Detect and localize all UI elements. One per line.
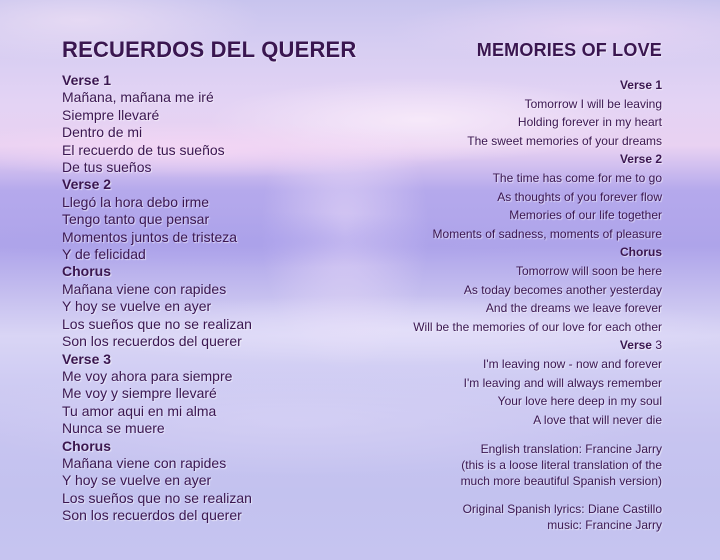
lyric-line: Nunca se muere bbox=[62, 420, 165, 437]
lyric-line: Momentos juntos de tristeza bbox=[62, 228, 238, 245]
lyric-line: Llegó la hora debo irme bbox=[62, 193, 210, 210]
lyric-line: Y de felicidad bbox=[62, 246, 146, 263]
english-lyrics-column bbox=[332, 36, 662, 545]
author-credit bbox=[332, 501, 662, 533]
lyric-line: Tomorrow I will be leaving bbox=[524, 96, 662, 111]
section-heading: Verse 1 bbox=[619, 78, 662, 92]
lyric-line: Mañana viene con rapides bbox=[62, 454, 227, 471]
lyric-line: And the dreams we leave forever bbox=[485, 301, 662, 316]
section-heading: Chorus bbox=[620, 245, 662, 260]
section-heading bbox=[332, 336, 662, 355]
english-lyrics bbox=[332, 76, 662, 429]
lyric-line: The sweet memories of your dreams bbox=[467, 133, 662, 148]
lyric-line: Son los recuerdos del querer bbox=[62, 333, 242, 350]
credit-line: music: Francine Jarry bbox=[547, 518, 662, 533]
section-heading: Verse 3 bbox=[62, 350, 112, 367]
credit-line: English translation: Francine Jarry bbox=[480, 442, 662, 457]
lyric-line: As today becomes another yesterday bbox=[463, 282, 662, 297]
lyric-line: Memories of our life together bbox=[509, 208, 662, 223]
lyric-line: Tomorrow will soon be here bbox=[515, 263, 662, 278]
lyric-line: Y hoy se vuelve en ayer bbox=[62, 298, 212, 315]
lyric-line: Mañana viene con rapides bbox=[62, 280, 227, 297]
credit-line: much more beautiful Spanish version) bbox=[460, 474, 662, 489]
lyric-line: Your love here deep in my soul bbox=[497, 394, 662, 409]
spanish-title: RECUERDOS DEL QUERER bbox=[62, 37, 357, 62]
lyric-line: Dentro de mi bbox=[62, 124, 143, 141]
lyric-line: I'm leaving now - now and forever bbox=[482, 356, 662, 371]
lyric-line: Y hoy se vuelve en ayer bbox=[62, 472, 212, 489]
section-heading: Verse 2 bbox=[619, 152, 662, 167]
lyric-line: Will be the memories of our love for each other bbox=[413, 319, 662, 334]
lyric-line: Holding forever in my heart bbox=[517, 115, 662, 130]
lyric-line: El recuerdo de tus sueños bbox=[62, 141, 225, 158]
translation-credit bbox=[332, 441, 662, 489]
lyric-line: Mañana, mañana me iré bbox=[62, 89, 214, 106]
section-heading: Verse 2 bbox=[62, 176, 112, 193]
english-title: MEMORIES OF LOVE bbox=[476, 40, 662, 60]
credit-line: Original Spanish lyrics: Diane Castillo bbox=[462, 502, 662, 517]
lyric-line: Me voy ahora para siempre bbox=[62, 367, 233, 384]
lyric-line: A love that will never die bbox=[533, 412, 662, 427]
section-heading: Chorus bbox=[62, 437, 111, 454]
credit-line: (this is a loose literal translation of the bbox=[461, 458, 662, 473]
lyric-line: The time has come for me to go bbox=[492, 170, 662, 185]
section-heading: Chorus bbox=[62, 263, 111, 280]
lyric-line: I'm leaving and will always remember bbox=[463, 375, 662, 390]
lyric-line: Los sueños que no se realizan bbox=[62, 489, 252, 506]
lyric-line: Son los recuerdos del querer bbox=[62, 507, 242, 524]
heading-word: Verse bbox=[619, 338, 652, 353]
lyric-line: As thoughts of you forever flow bbox=[497, 189, 662, 204]
heading-number: 3 bbox=[655, 338, 662, 353]
lyric-line: Tengo tanto que pensar bbox=[62, 211, 210, 228]
section-heading: Verse 1 bbox=[62, 72, 112, 88]
lyric-line: Moments of sadness, moments of pleasure bbox=[432, 226, 662, 241]
lyric-line: Siempre llevaré bbox=[62, 106, 160, 123]
lyric-line: Tu amor aqui en mi alma bbox=[62, 402, 217, 419]
lyric-line: Me voy y siempre llevaré bbox=[62, 385, 217, 402]
lyric-line: Los sueños que no se realizan bbox=[62, 315, 252, 332]
credits bbox=[332, 441, 662, 533]
lyric-line: De tus sueños bbox=[62, 159, 152, 176]
